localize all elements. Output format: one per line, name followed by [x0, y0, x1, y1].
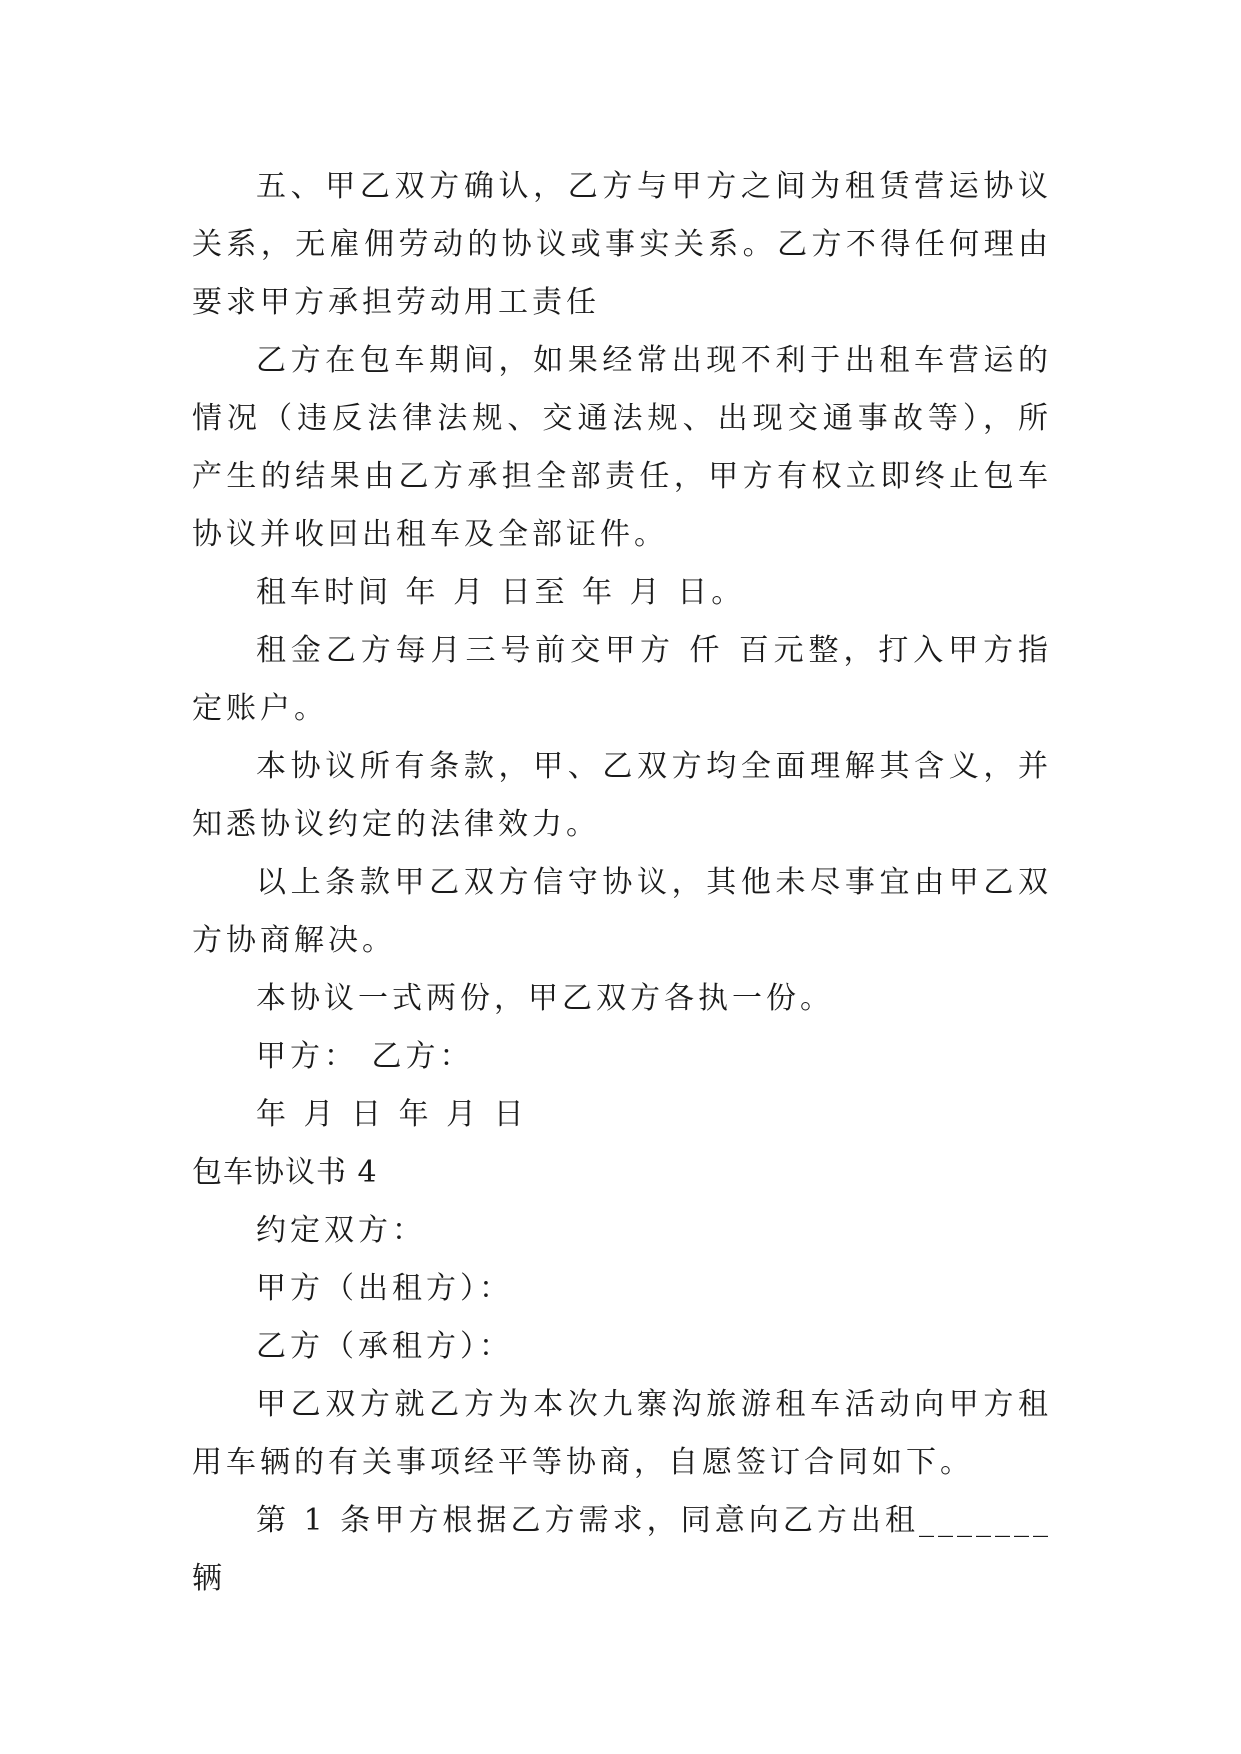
signature-dates: 年 月 日 年 月 日: [256, 1097, 528, 1132]
section-title: 包车协议书 4: [192, 1155, 378, 1190]
paragraph-understanding: 本协议所有条款，甲、乙双方均全面理解其含义，并知悉协议约定的法律效力。: [192, 749, 1052, 842]
paragraph-parties-intro: 约定双方：: [256, 1213, 426, 1248]
party-a-field: 甲方（出租方）：: [256, 1271, 513, 1306]
paragraph-liability: 乙方在包车期间，如果经常出现不利于出租车营运的情况（违反法律法规、交通法规、出现交通事故等），所产生的结果由乙方承担全部责任，甲方有权立即终止包车协议并收回出租车及全部证件。: [192, 343, 1052, 552]
paragraph-preamble: 甲乙双方就乙方为本次九寨沟旅游租车活动向甲方租用车辆的有关事项经平等协商，自愿签订合同如下。: [192, 1387, 1052, 1480]
paragraph-rental-period: 租车时间 年 月 日至 年 月 日。: [256, 575, 746, 610]
paragraph-copies: 本协议一式两份，甲乙双方各执一份。: [256, 981, 834, 1016]
signature-parties: 甲方： 乙方：: [256, 1039, 474, 1074]
document-body: [192, 158, 1052, 1608]
party-b-field: 乙方（承租方）：: [256, 1329, 513, 1364]
paragraph-article-1: 第 1 条甲方根据乙方需求，同意向乙方出租_______辆: [192, 1503, 1052, 1596]
paragraph-rent-payment: 租金乙方每月三号前交甲方 仟 百元整，打入甲方指定账户。: [192, 633, 1052, 726]
paragraph-confirmation: 五、甲乙双方确认，乙方与甲方之间为租赁营运协议关系，无雇佣劳动的协议或事实关系。乙方不得任何理由要求甲方承担劳动用工责任: [192, 169, 1052, 320]
paragraph-other-matters: 以上条款甲乙双方信守协议，其他未尽事宜由甲乙双方协商解决。: [192, 865, 1052, 958]
